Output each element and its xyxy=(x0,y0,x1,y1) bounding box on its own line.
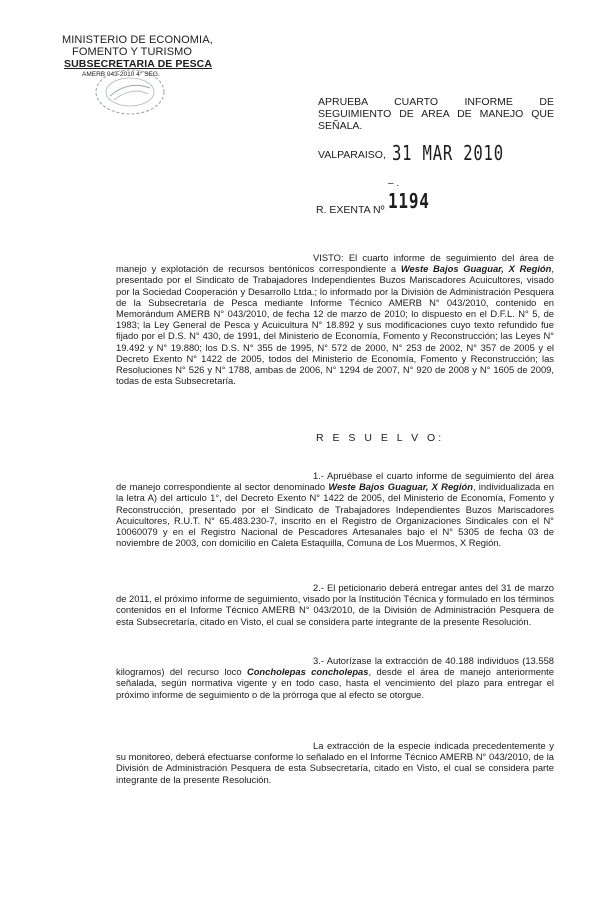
resolution-number: 1194 xyxy=(388,189,430,213)
item-3-species-name: Concholepas concholepas xyxy=(246,666,369,678)
official-stamp xyxy=(88,62,178,120)
number-dash: – . xyxy=(388,178,400,189)
visto-text-rest: , presentado por el Sindicato de Trabajadores Independientes Buzos Mariscadores Acuicultores, visado por la Sociedad Cooperación y Desarrollo Ltda.; lo informado por la División de Administración Pesquera de la Subsecretaría de Pesca mediante Informe Técnico AMERB N° 043/2010, contenido en Memorándum AMERB N° 043/2010, de fecha 12 de marzo de 2010; lo dispuesto en el D.F.L. N° 5, de 1983; la Ley General de Pesca y Acuicultura N° 18.892 y sus modificaciones cuyo texto refundido fue fijado por el D.S. N° 430, de 1991, del Ministerio de Economía, Fomento y Reconstrucción; las Leyes N° 19.492 y N° 19.880; los D.S. N° 355 de 1995, N° 572 de 2000, N° 253 de 2002, N° 357 de 2005 y el Decreto Exento N° 1422 de 2005, todos del Ministerio de Economía, Fomento y Reconstrucción; las Resoluciones N° 526 y N° 1788, ambas de 2006, N° 1294 de 2007, N° 920 de 2008 y N° 1605 de 2009, todas de esta Subsecretaría. xyxy=(116,263,554,387)
item-3-text-rest: , desde el área de manejo anteriormente señalada, según normativa vigente y en todo caso, hasta el vencimiento del plazo para entregar el próximo informe de seguimiento o de la prórroga que al efecto se otorgue. xyxy=(116,666,555,700)
resolution-item-4: La extracción de la especie indicada precedentemente y su monitoreo, deberá efectuarse conforme lo señalado en el Informe Técnico AMERB N° 043/2010, de la División de Administración Pesquera de esta Subsecretaría, citado en Visto, el cual se considera parte integrante de la presente Resolución. xyxy=(116,740,554,785)
item-3-text: 3.- Autorízase la extracción de 40.188 individuos (13.558 kilogramos) del recurso loco xyxy=(116,655,554,678)
visto-paragraph xyxy=(116,252,554,386)
resolution-subject: APRUEBA CUARTO INFORME DE SEGUIMIENTO DE AREA DE MANEJO QUE SEÑALA. xyxy=(318,96,554,132)
resuelvo-heading: R E S U E L V O: xyxy=(316,432,445,444)
resolution-item-3 xyxy=(116,655,554,700)
date-stamp: 31 MAR 2010 xyxy=(392,141,504,165)
item-1-text-rest: , individualizada en la letra A) del artículo 1°, del Decreto Exento N° 1422 de 2005, del Ministerio de Economía, Fomento y Reconstrucción, presentado por el Sindicato de Trabajadores Independientes Buzos Mariscadores Acuicultores, R.U.T. N° 65.483.230-7, inscrito en el Registro de Organizaciones Sindicales con el N° 10060079 y en el Registro Nacional de Pescadores Artesanales bajo el N° 5305 de fecha 03 de noviembre de 2003, con domicilio en Caleta Estaquilla, Comuna de Los Muermos, X Región. xyxy=(116,481,554,549)
visto-sector-name: Weste Bajos Guaguar, X Región xyxy=(400,263,552,275)
visto-text: VISTO: El cuarto informe de seguimiento del área de manejo y explotación de recursos bentónicos correspondiente a xyxy=(116,252,554,275)
item-1-text: 1.- Apruébase el cuarto informe de seguimiento del área de manejo correspondiente al sector denominado xyxy=(116,470,554,493)
ministry-line-1: MINISTERIO DE ECONOMIA, xyxy=(62,34,213,46)
ministry-line-2: FOMENTO Y TURISMO xyxy=(72,46,193,58)
reference-code: AMERB 043-2010 4° SEG. xyxy=(82,71,160,78)
resolution-item-1 xyxy=(116,470,554,548)
item-1-sector-name: Weste Bajos Guaguar, X Región xyxy=(328,481,473,493)
subsecretaria-line: SUBSECRETARIA DE PESCA xyxy=(64,58,213,70)
resolution-label: R. EXENTA Nº xyxy=(316,204,385,216)
place-label: VALPARAISO, xyxy=(318,149,386,161)
resolution-item-2: 2.- El peticionario deberá entregar antes del 31 de marzo de 2011, el próximo informe de seguimiento, visado por la Institución Técnica y formulado en los términos contenidos en el Informe Técnico AMERB N° 043/2010, de la División de Administración Pesquera de esta Subsecretaría, citado en Visto, el cual se considera parte integrante de la presente Resolución. xyxy=(116,582,554,627)
